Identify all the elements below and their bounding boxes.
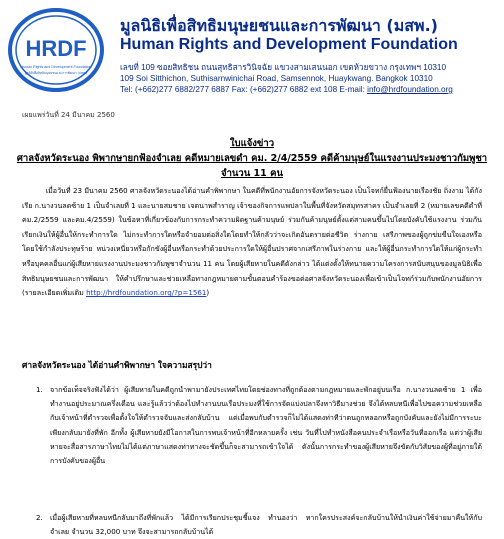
paragraph-end: ) (206, 288, 210, 298)
reference-link[interactable]: http://hrdfoundation.org/?p=1561 (86, 288, 207, 298)
hrdf-logo-icon (8, 8, 104, 92)
org-name-english: Human Rights and Development Foundation (120, 36, 458, 53)
press-release-title (0, 136, 504, 181)
title-line-2: ศาลจังหวัดระนอง พิพากษายกฟ้องจำเลย คดีหมายเลขดำ คม. 2/4/2559 คดีค้ามนุษย์ในแรงงานประมงชาวกัมพูชา (16, 153, 488, 164)
contact-text: Tel: (+662)277 6882/277 6887 Fax: (+662)277 6882 ext 108 E-mail: (120, 85, 368, 94)
address-thai: เลขที่ 109 ซอยสิทธิชน ถนนสุทธิสารวินิจฉัย แขวงสามเสนนอก เขตห้วยขวาง กรุงเทพฯ 10310 (120, 63, 447, 72)
contact-line (120, 84, 453, 95)
title-line-3: จำนวน 11 คน (221, 168, 283, 179)
list-number-1: 1. (36, 385, 43, 394)
list-item-1: จากข้อเท็จจริงฟังได้ว่า ผู้เสียหายในคดีถูกนำพามายังประเทศไทยโดยช่องทางที่ถูกต้องตามกฎหมายและพักอยู่บนเรือ ก.นางวนลดซ้าย 1 เพื่อทำงานอยู่ประมาณครึ่งเดือน และรู้แล้วว่าต้องไปทำงานบนเรือประมงที่ใช้การจัดแบ่งปลาจึงหาวิธีมางช่วย จึงได้หลบหนีเพื่อไปขอความช่วยเหลือกับเจ้าหน้าที่ตำรวจเพื่อตั้งใจให้ตำรวจจับและส่งกลับบ้าน แต่เมื่อพบกับตำรวจก็ไม่ได้แสดงท่าทีว่าตนถูกหลอกหรือถูกบังคับและยังไม่มีการระบะเพียงกลับมายังที่พัก อีกทั้ง ผู้เสียหายยังมีโอกาสในการพบเจ้าหน้าที่อีกหลายครั้ง เช่น วันที่ไปทำหนังสือคนประจำเรือหรือวันที่ออกเรือ แต่ว่าผู้เสียหายจะสื่อสารภาษาไทยไม่ได้แต่ภาษาแสดงท่าทางจะชัดขึ้นก็จะสามารถเข้าใจได้ ดังนั้นการกระทำของผู้เสียหายจึงขัดกับวิสัยของผู้ที่อยู่ภายใต้การบังคับของผู้อื่น (50, 385, 482, 466)
section-heading: ศาลจังหวัดระนอง ได้อ่านคำพิพากษา ใจความสรุปว่า (22, 360, 212, 370)
publish-date: เผยแพร่วันที่ 24 มีนาคม 2560 (22, 111, 115, 119)
letterhead (0, 0, 504, 100)
hrdf-logo (8, 8, 104, 92)
address-english: 109 Soi Sitthichon, Suthisarnwinichai Road, Samsennok, Huaykwang. Bangkok 10310 (120, 74, 433, 83)
list-number-2: 2. (36, 513, 43, 522)
title-line-1: ใบแจ้งข่าว (229, 138, 275, 149)
list-item-2: เมื่อผู้เสียหายที่หลบหนีกลับมาถึงที่พักแล้ว ได้มีการเรียกประชุมชี้แจง ทำนองว่า หากใครประสงค์จะกลับบ้านให้นำเงินค่าใช้จ่ายมาคืนให้กับจำเลย จำนวน 32,000 บาท จึงจะสามารถกลับบ้านได้ (50, 513, 482, 537)
body-paragraph (22, 184, 482, 301)
address-block (120, 62, 453, 95)
logo-sub-en: Human Rights and Development Foundation (20, 65, 92, 69)
logo-text: HRDF (25, 36, 87, 61)
paragraph-text: เมื่อวันที่ 23 มีนาคม 2560 ศาลจังหวัดระนองได้อ่านคำพิพากษา ในคดีที่พนักงานอัยการจังหวัดระนอง เป็นโจทก์ยื่นฟ้องนายเรืองชัย ถิ่งงาม ได้กังเรีย ก.นางวนลดซ้าย 1 เป็นจำเลยที่ 1 และนายสมชาย เจตนาพสำราญ เจ้าของกิจการแพปลาในพื้นที่จังหวัดสมุทรสาคร เป็นจำเลยที่ 2 (หมายเลขคดีดำที่ คม.2/2559 และคม.4/2559) ในข้อหาที่เกี่ยวข้องกับการกระทำความผิดฐานค้ามนุษย์ ร่วมกันค้ามนุษย์ตั้งแต่สามคนขึ้นไปโดยบังคับใช้แรงงาน ร่วมกันเรียกเงินให้ผู้อื่นให้กระทำการใด ไม่กระทำการใดหรือจำยอมต่อสิ่งใดโดยทำให้กลัวว่าจะเกิดอันตรายต่อชีวิต ร่างกาย เสรีภาพของผู้ถูกข่มขืนใจเองหรือโดยใช้กำลังประทุษร้าย หน่วงเหนี่ยวหรือกักขังผู้อื่นหรือกระทำด้วยประการใดให้ผู้อื่นปราศจากเสรีภาพในร่างกาย และให้ผู้อื่นกระทำการใดให้แก่ผู้กระทำหรือบุคคลอื่นแก่ผู้เสียหายแรงงานประมงชาวกัมพูชาจำนวน 11 คน โดยผู้เสียหายในคดีดังกล่าว ได้แต่งตั้งให้ทนายความโครงการสนับสนุนของมูลนิธิเพื่อสิทธิมนุษยชนและการพัฒนา ให้คำปรึกษาและช่วยเหลือทางกฎหมายตามขั้นตอนคำร้องขอต่อศาลจังหวัดระนองเพื่อเข้าเป็นโจทก์ร่วมกับพนักงานอัยการ (รายละเอียดเพิ่มเติม (22, 186, 482, 298)
logo-sub-th: มูลนิธิเพื่อสิทธิมนุษยชนและการพัฒนา (มสพ.) (24, 71, 88, 75)
org-name-thai: มูลนิธิเพื่อสิทธิมนุษยชนและการพัฒนา (มสพ.) (120, 16, 438, 35)
email-link[interactable]: info@hrdfoundation.org (367, 85, 453, 94)
